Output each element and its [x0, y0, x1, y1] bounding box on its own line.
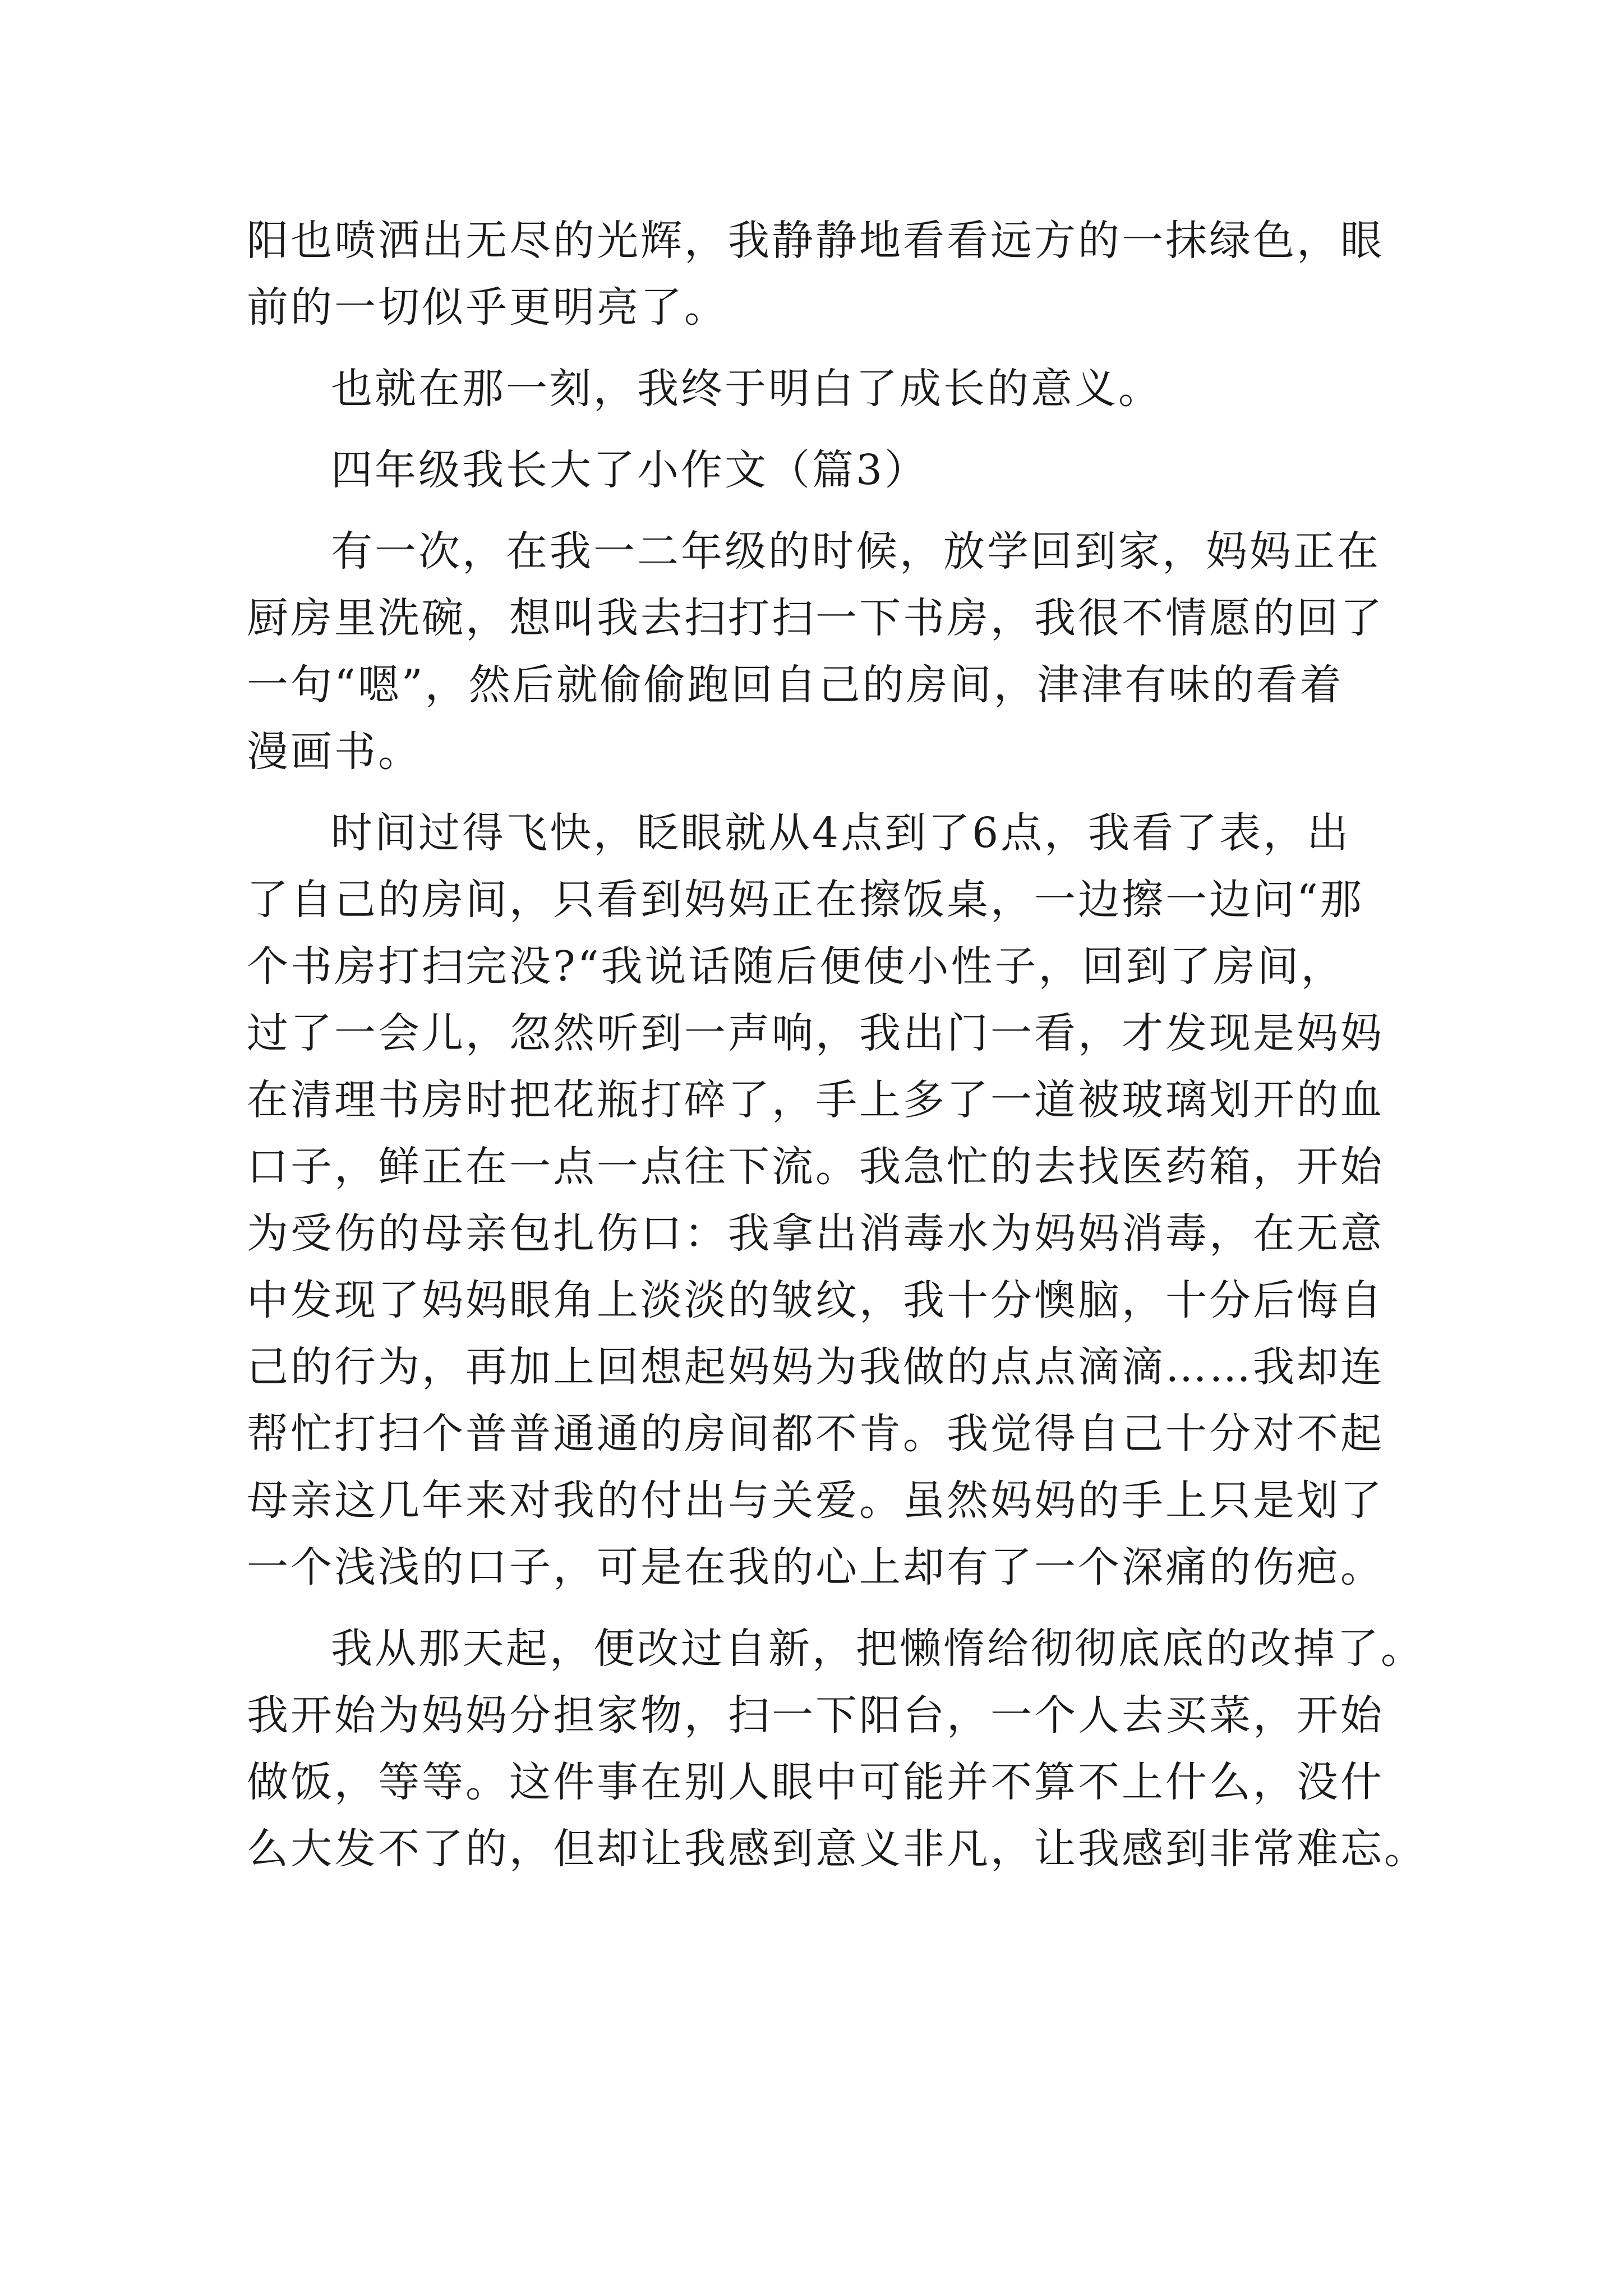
- paragraph-line: 有一次，在我一二年级的时候，放学回到家，妈妈正在: [331, 527, 1381, 576]
- paragraph-line: 帮忙打扫个普普通通的房间都不肯。我觉得自己十分对不起: [247, 1410, 1384, 1458]
- paragraph-line: 我开始为妈妈分担家物，扫一下阳台，一个人去买菜，开始: [247, 1691, 1384, 1740]
- paragraph-line: 过了一会儿，忽然听到一声响，我出门一看，才发现是妈妈: [247, 1009, 1384, 1057]
- paragraph-line: 在清理书房时把花瓶打碎了，手上多了一道被玻璃划开的血: [247, 1076, 1384, 1124]
- section-title: 四年级我长大了小作文（篇3）: [331, 446, 929, 494]
- paragraph-line: 一句“嗯”，然后就偷偷跑回自己的房间，津津有味的看着: [247, 661, 1344, 709]
- paragraph-line: 做饭，等等。这件事在别人眼中可能并不算不上什么，没什: [247, 1758, 1384, 1806]
- paragraph-line: 己的行为，再加上回想起妈妈为我做的点点滴滴……我却连: [247, 1343, 1384, 1391]
- paragraph-line: 我从那天起，便改过自新，把懒惰给彻彻底底的改掉了。: [331, 1625, 1424, 1673]
- paragraph-line: 前的一切似乎更明亮了。: [247, 283, 728, 332]
- paragraph-line: 中发现了妈妈眼角上淡淡的皱纹，我十分懊脑，十分后悔自: [247, 1276, 1384, 1324]
- paragraph-line: 口子，鲜正在一点一点往下流。我急忙的去找医药箱，开始: [247, 1143, 1384, 1191]
- paragraph-line: 么大发不了的，但却让我感到意义非凡，让我感到非常难忘。: [247, 1825, 1428, 1873]
- paragraph-line: 阳也喷洒出无尽的光辉，我静静地看看远方的一抹绿色，眼: [247, 217, 1384, 265]
- paragraph-line: 母亲这几年来对我的付出与关爱。虽然妈妈的手上只是划了: [247, 1476, 1384, 1525]
- essay-body: [247, 208, 1428, 1883]
- paragraph-line: 时间过得飞快，眨眼就从4点到了6点，我看了表，出: [331, 809, 1351, 857]
- paragraph-line: 也就在那一刻，我终于明白了成长的意义。: [331, 365, 1162, 413]
- paragraph-line: 一个浅浅的口子，可是在我的心上却有了一个深痛的伤疤。: [247, 1543, 1384, 1591]
- paragraph-line: 了自己的房间，只看到妈妈正在擦饭桌，一边擦一边问“那: [247, 876, 1364, 924]
- paragraph-line: 厨房里洗碗，想叫我去扫打扫一下书房，我很不情愿的回了: [247, 594, 1384, 642]
- paragraph-line: 为受伤的母亲包扎伤口：我拿出消毒水为妈妈消毒，在无意: [247, 1209, 1384, 1258]
- paragraph-line: 漫画书。: [247, 728, 422, 776]
- paragraph-line: 个书房打扫完没?“我说话随后便使小性子，回到了房间，: [247, 942, 1345, 991]
